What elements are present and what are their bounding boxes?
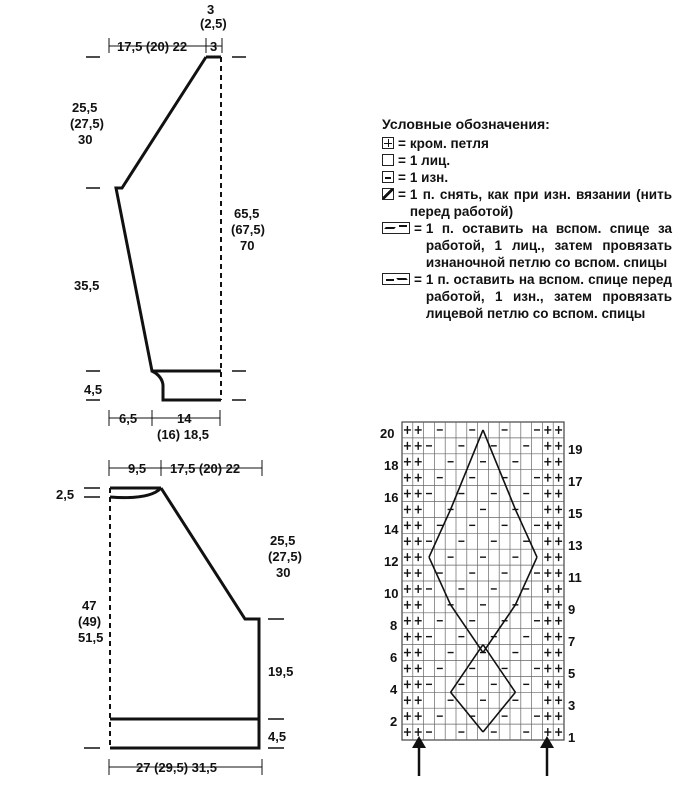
front-total-1: 47 bbox=[82, 598, 97, 613]
sleeve-schematic bbox=[70, 2, 265, 442]
legend bbox=[382, 116, 672, 322]
sleeve-cuff-height: 4,5 bbox=[84, 382, 103, 397]
row-label: 18 bbox=[384, 458, 399, 473]
sleeve-top-width-inner: (2,5) bbox=[200, 16, 227, 31]
cable-front-icon bbox=[382, 273, 410, 285]
row-label: 15 bbox=[568, 506, 583, 521]
sleeve-cuff bbox=[152, 371, 221, 400]
sleeve-bottom-left: 6,5 bbox=[119, 411, 138, 426]
sleeve-total-height-1: 65,5 bbox=[234, 206, 260, 221]
sleeve-cap-height-1: 25,5 bbox=[72, 100, 98, 115]
front-armhole-1: 25,5 bbox=[270, 533, 296, 548]
row-label: 4 bbox=[390, 682, 398, 697]
legend-item: = 1 изн. bbox=[382, 169, 672, 186]
row-label: 1 bbox=[568, 730, 576, 745]
legend-item: = 1 п. снять, как при изн. вязании (нить перед работой) bbox=[382, 186, 672, 220]
legend-item: = 1 п. оставить на вспом. спице перед работой, 1 изн., затем провязать лицевой петлю со вспом. спицы bbox=[382, 271, 672, 322]
front-total-3: 51,5 bbox=[78, 630, 104, 645]
legend-text: 1 изн. bbox=[409, 170, 449, 185]
front-rib-height: 4,5 bbox=[268, 729, 287, 744]
legend-text: 1 п. снять, как при изн. вязании (нить перед работой) bbox=[409, 187, 672, 219]
sleeve-total-height-2: (67,5) bbox=[231, 222, 265, 237]
front-total-2: (49) bbox=[78, 614, 102, 629]
legend-text: 1 лиц. bbox=[409, 153, 451, 168]
row-label: 12 bbox=[384, 554, 399, 569]
sleeve-cap-height-2: (27,5) bbox=[70, 116, 104, 131]
sleeve-mid-height: 35,5 bbox=[74, 278, 100, 293]
sleeve-bottom-main-1: 14 bbox=[177, 411, 192, 426]
row-label: 20 bbox=[380, 426, 395, 441]
purl-stitch-icon bbox=[382, 171, 394, 183]
legend-item: = 1 п. оставить на вспом. спице за работой, 1 лиц., затем провязать изнаночной петлю со вспом. спицы bbox=[382, 220, 672, 271]
chart-left-row-labels bbox=[380, 426, 399, 729]
edge-stitch-icon bbox=[382, 137, 394, 149]
front-shoulder-width: 17,5 (20) 22 bbox=[170, 461, 241, 476]
row-label: 2 bbox=[390, 714, 398, 729]
row-label: 11 bbox=[568, 570, 582, 585]
repeat-arrow-right-icon bbox=[540, 736, 554, 776]
front-neck-depth: 2,5 bbox=[56, 487, 75, 502]
sleeve-outline bbox=[116, 57, 221, 371]
row-label: 16 bbox=[384, 490, 399, 505]
sleeve-top-width-seg: 3 bbox=[210, 39, 218, 54]
legend-text: кром. петля bbox=[409, 136, 489, 151]
row-label: 13 bbox=[568, 538, 583, 553]
sleeve-bottom-main-2: (16) 18,5 bbox=[157, 427, 210, 442]
sleeve-top-width-outer: 3 bbox=[207, 2, 215, 17]
cable-back-icon bbox=[382, 222, 410, 234]
row-label: 6 bbox=[390, 650, 398, 665]
stitch-chart bbox=[380, 422, 582, 776]
front-armhole-3: 30 bbox=[276, 565, 291, 580]
legend-text: 1 п. оставить на вспом. спице за работой, 1 лиц., затем провязать изнаночной петлю со вспом. спицы bbox=[425, 221, 672, 270]
legend-item: = 1 лиц. bbox=[382, 152, 672, 169]
front-side-height: 19,5 bbox=[268, 664, 294, 679]
sleeve-total-height-3: 70 bbox=[240, 238, 255, 253]
front-schematic bbox=[56, 460, 302, 775]
chart-grid bbox=[402, 422, 564, 740]
row-label: 19 bbox=[568, 442, 583, 457]
front-armhole-2: (27,5) bbox=[268, 549, 302, 564]
row-label: 5 bbox=[568, 666, 576, 681]
row-label: 3 bbox=[568, 698, 576, 713]
row-label: 8 bbox=[390, 618, 398, 633]
sleeve-cap-width: 17,5 (20) 22 bbox=[117, 39, 188, 54]
slip-stitch-icon bbox=[382, 188, 394, 200]
row-label: 9 bbox=[568, 602, 576, 617]
front-bottom-width: 27 (29,5) 31,5 bbox=[136, 760, 217, 775]
legend-item: = кром. петля bbox=[382, 135, 672, 152]
row-label: 14 bbox=[384, 522, 399, 537]
legend-text: 1 п. оставить на вспом. спице перед работой, 1 изн., затем провязать лицевой петлю со вспом. спицы bbox=[425, 272, 672, 321]
front-outline bbox=[110, 488, 259, 748]
chart-right-row-labels bbox=[568, 442, 582, 745]
row-label: 17 bbox=[568, 474, 583, 489]
row-label: 7 bbox=[568, 634, 576, 649]
row-label: 10 bbox=[384, 586, 399, 601]
front-neck-width: 9,5 bbox=[128, 461, 147, 476]
sleeve-cap-height-3: 30 bbox=[78, 132, 93, 147]
legend-title: Условные обозначения: bbox=[382, 116, 550, 132]
knit-stitch-icon bbox=[382, 154, 394, 166]
repeat-arrow-left-icon bbox=[412, 736, 426, 776]
